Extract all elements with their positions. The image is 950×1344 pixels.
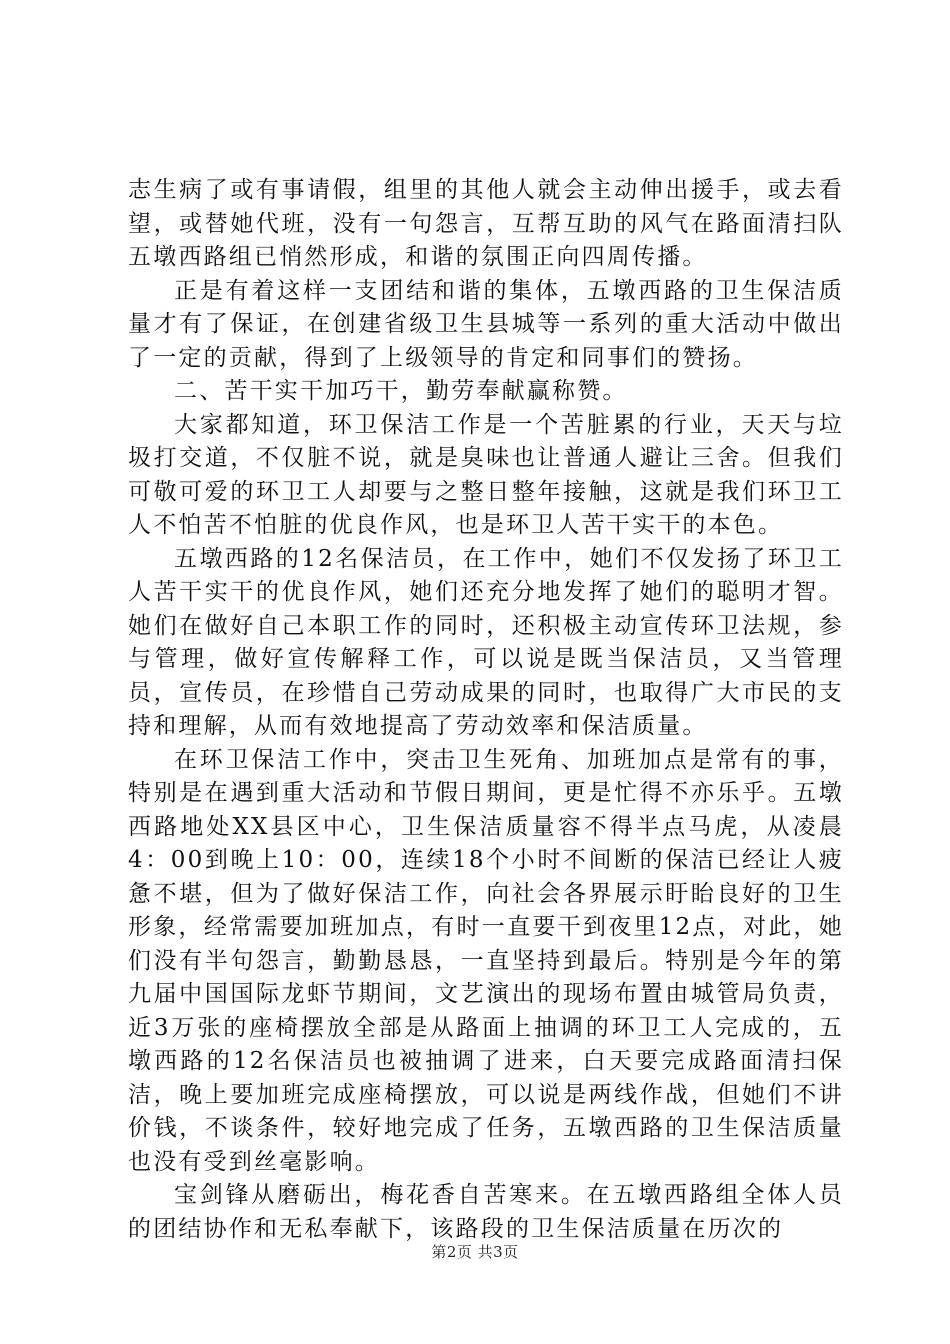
page-footer: 第2页 共3页 [431, 1243, 519, 1261]
document-body [128, 174, 844, 1246]
paragraph-sanitation-work: 大家都知道，环卫保洁工作是一个苦脏累的行业，天天与垃圾打交道，不仅脏不说，就是臭味也让普通人避让三舍。但我们可敬可爱的环卫工人却要与之整日整年接触，这就是我们环卫工人不怕苦不怕脏的优良作风，也是环卫人苦干实干的本色。 [128, 411, 844, 538]
paragraph-overtime-work: 在环卫保洁工作中，突击卫生死角、加班加点是常有的事，特别是在遇到重大活动和节假日期间，更是忙得不亦乐乎。五墩西路地处XX县区中心，卫生保洁质量容不得半点马虎，从凌晨4：00到晚上10：00，连续18个小时不间断的保洁已经让人疲惫不堪，但为了做好保洁工作，向社会各界展示盱眙良好的卫生形象，经常需要加班加点，有时一直要干到夜里12点，对此，她们没有半句怨言，勤勤恳恳，一直坚持到最后。特别是今年的第九届中国国际龙虾节期间，文艺演出的现场布置由城管局负责，近3万张的座椅摆放全部是从路面上抽调的环卫工人完成的，五墩西路的12名保洁员也被抽调了进来，白天要完成路面清扫保洁，晚上要加班完成座椅摆放，可以说是两线作战，但她们不讲价钱，不谈条件，较好地完成了任务，五墩西路的卫生保洁质量也没有受到丝毫影响。 [128, 746, 844, 1175]
paragraph-harmonious-collective: 正是有着这样一支团结和谐的集体，五墩西路的卫生保洁质量才有了保证，在创建省级卫生县城等一系列的重大活动中做出了一定的贡献，得到了上级领导的肯定和同事们的赞扬。 [128, 277, 844, 371]
paragraph-conclusion-start: 宝剑锋从磨砺出，梅花香自苦寒来。在五墩西路组全体人员的团结协作和无私奉献下，该路段的卫生保洁质量在历次的 [128, 1182, 844, 1242]
section-heading-hard-work: 二、苦干实干加巧干，勤劳奉献赢称赞。 [174, 378, 628, 404]
paragraph-continued: 志生病了或有事请假，组里的其他人就会主动伸出援手，或去看望，或替她代班，没有一句怨言，互帮互助的风气在路面清扫队五墩西路组已悄然形成，和谐的氛围正向四周传播。 [128, 177, 844, 270]
paragraph-twelve-cleaners: 五墩西路的12名保洁员，在工作中，她们不仅发扬了环卫工人苦干实干的优良作风，她们还充分地发挥了她们的聪明才智。她们在做好自己本职工作的同时，还积极主动宣传环卫法规，参与管理，做好宣传解释工作，可以说是既当保洁员，又当管理员，宣传员，在珍惜自己劳动成果的同时，也取得广大市民的支持和理解，从而有效地提高了劳动效率和保洁质量。 [128, 545, 844, 739]
